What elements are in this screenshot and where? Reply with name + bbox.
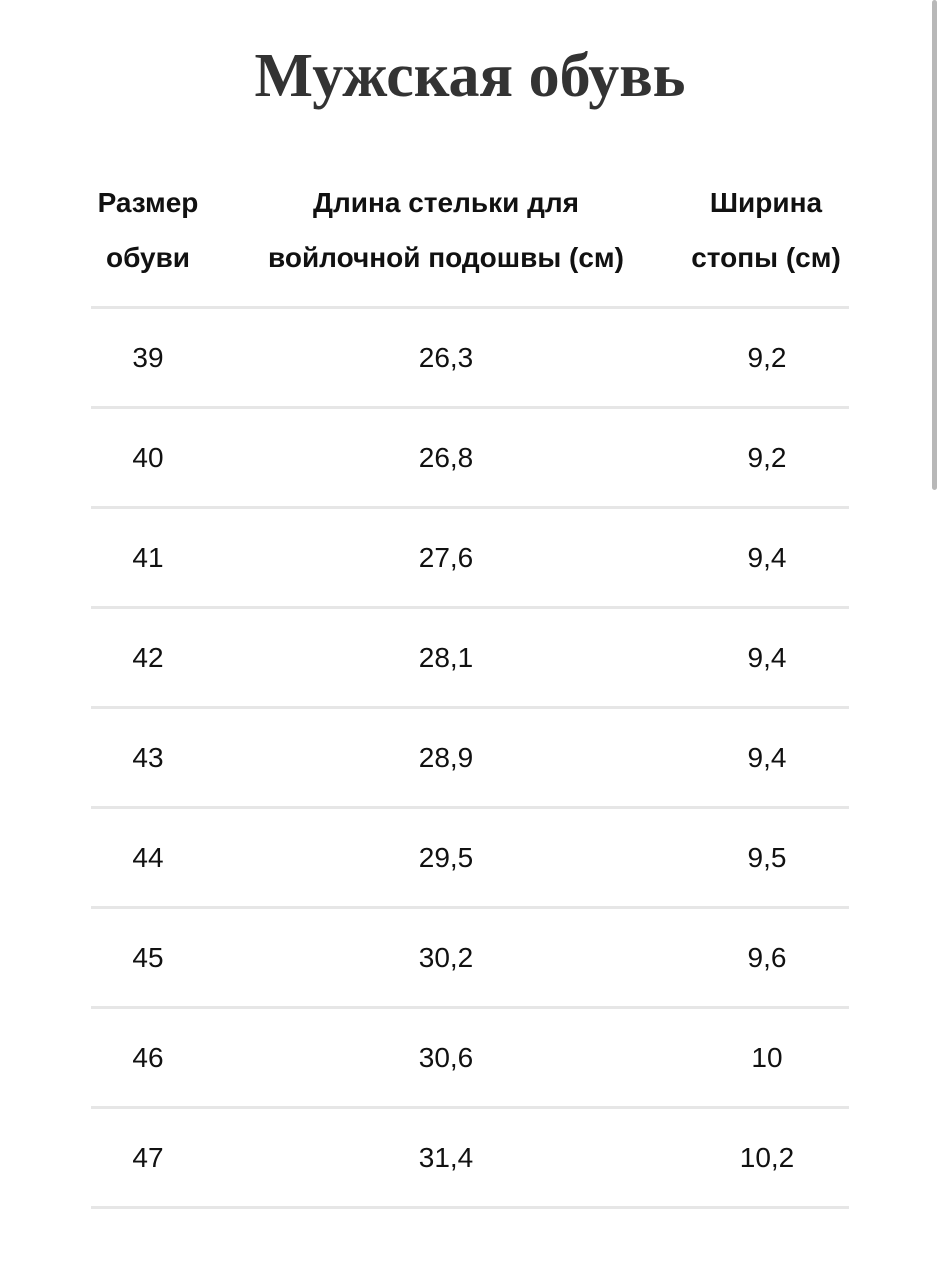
scrollbar-thumb[interactable] — [932, 0, 937, 490]
table-row — [91, 709, 849, 809]
page-title: Мужская обувь — [254, 42, 686, 110]
table-row — [91, 1109, 849, 1209]
cell-shoe-size: 39 — [132, 342, 164, 373]
header-insole-length-line-2: войлочной подошвы (см) — [268, 242, 624, 273]
header-insole-length — [241, 175, 651, 285]
cell-foot-width: 9,2 — [747, 342, 787, 373]
cell-foot-width: 9,4 — [747, 542, 787, 573]
cell-shoe-size: 44 — [132, 842, 164, 873]
cell-foot-width: 9,6 — [747, 942, 787, 973]
cell-insole-length: 28,9 — [418, 742, 474, 773]
table-row — [91, 509, 849, 609]
header-shoe-size-line-1: Размер — [97, 187, 199, 218]
cell-foot-width: 9,4 — [747, 742, 787, 773]
header-foot-width — [681, 175, 851, 285]
header-shoe-size-line-2: обуви — [105, 242, 191, 273]
vertical-scrollbar[interactable] — [930, 0, 940, 1280]
header-insole-length-line-1: Длина стельки для — [313, 187, 579, 218]
cell-insole-length: 29,5 — [418, 842, 474, 873]
cell-shoe-size: 47 — [132, 1142, 164, 1173]
cell-foot-width: 9,5 — [747, 842, 787, 873]
cell-shoe-size: 46 — [132, 1042, 164, 1073]
table-row — [91, 909, 849, 1009]
cell-insole-length: 26,8 — [418, 442, 474, 473]
cell-insole-length: 31,4 — [418, 1142, 474, 1173]
cell-shoe-size: 42 — [132, 642, 164, 673]
table-row — [91, 809, 849, 909]
header-foot-width-line-2: стопы (см) — [691, 242, 841, 273]
table-row — [91, 309, 849, 409]
cell-shoe-size: 41 — [132, 542, 164, 573]
cell-insole-length: 27,6 — [418, 542, 474, 573]
cell-insole-length: 30,6 — [418, 1042, 474, 1073]
table-row — [91, 409, 849, 509]
size-chart-table — [91, 175, 849, 1209]
cell-foot-width: 9,2 — [747, 442, 787, 473]
table-row — [91, 1009, 849, 1109]
cell-foot-width: 10 — [751, 1042, 783, 1073]
cell-insole-length: 26,3 — [418, 342, 474, 373]
cell-insole-length: 28,1 — [418, 642, 474, 673]
cell-shoe-size: 43 — [132, 742, 164, 773]
header-shoe-size — [87, 175, 209, 285]
cell-shoe-size: 45 — [132, 942, 164, 973]
header-foot-width-line-1: Ширина — [709, 187, 823, 218]
table-header-row — [91, 175, 849, 309]
table-row — [91, 609, 849, 709]
cell-foot-width: 10,2 — [739, 1142, 795, 1173]
cell-insole-length: 30,2 — [418, 942, 474, 973]
cell-foot-width: 9,4 — [747, 642, 787, 673]
cell-shoe-size: 40 — [132, 442, 164, 473]
